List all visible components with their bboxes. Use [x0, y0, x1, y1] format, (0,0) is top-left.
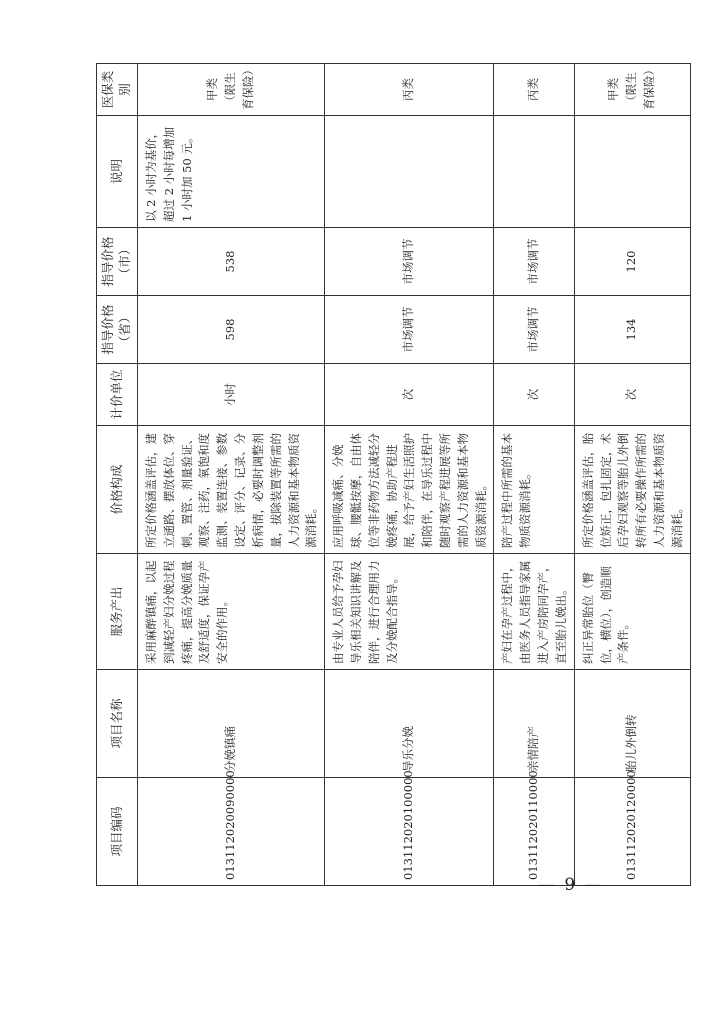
header-composition: 价格构成 [97, 426, 138, 554]
header-price-prov: 指导价格（省） [97, 296, 138, 364]
cell-name: 导乐分娩 [325, 670, 494, 778]
header-note: 说明 [97, 116, 138, 228]
rotated-table-container [96, 64, 684, 886]
cell-note: 以 2 小时为基价，超过 2 小时每增加 1 小时加 50 元。 [138, 116, 325, 228]
header-unit: 计价单位 [97, 364, 138, 426]
cell-unit: 次 [574, 364, 690, 426]
cell-code: 013112020120000 [574, 778, 690, 886]
cell-note [325, 116, 494, 228]
cell-output: 由专业人员给予孕妇导乐相关知识讲解及陪伴，进行合理用力及分娩配合指导。 [325, 554, 494, 670]
header-price-city: 指导价格（市） [97, 228, 138, 296]
header-name: 项目名称 [97, 670, 138, 778]
cell-composition: 所定价格涵盖评估，建立通路、摆放体位、穿刺、置管、剂量验证、观察、注药，氧饱和度监测、装置连接、参数设定、评分、记录、分析病情，必要时调整剂量，拔除装置等所需的人力资源和基本物质资源消耗。 [138, 426, 325, 554]
cell-output: 产妇在孕产过程中，由医务人员指导家属进入产房陪同孕产，直至胎儿娩出。 [494, 554, 574, 670]
table-row [494, 64, 574, 886]
cell-insurance: 甲类（限生育保险） [138, 64, 325, 116]
cell-composition: 陪产过程中所需的基本物质资源消耗。 [494, 426, 574, 554]
header-insurance: 医保类别 [97, 64, 138, 116]
cell-price-city: 120 [574, 228, 690, 296]
cell-code: 013112020110000 [494, 778, 574, 886]
page-number: — 9 — [538, 875, 604, 895]
cell-price-city: 市场调节 [494, 228, 574, 296]
cell-note [494, 116, 574, 228]
cell-price-prov: 市场调节 [325, 296, 494, 364]
table-row [325, 64, 494, 886]
cell-unit: 次 [494, 364, 574, 426]
cell-name: 分娩镇痛 [138, 670, 325, 778]
cell-price-prov: 市场调节 [494, 296, 574, 364]
cell-composition: 应用呼吸减痛、分娩球、腰骶按摩，自由体位等非药物方法减轻分娩疼痛，协助产程进展，给予产妇生活照护和陪伴，在导乐过程中随时观察产程进展等所需的人力资源和基本物质资源消耗。 [325, 426, 494, 554]
cell-composition: 所定价格涵盖评估，胎位矫正，包扎固定，术后孕妇观察等胎儿外倒转所有必要操作所需的人力资源和基本物质资源消耗。 [574, 426, 690, 554]
cell-price-prov: 598 [138, 296, 325, 364]
cell-note [574, 116, 690, 228]
cell-price-city: 538 [138, 228, 325, 296]
price-table [96, 63, 691, 886]
cell-insurance: 丙类 [325, 64, 494, 116]
cell-output: 纠正异常胎位（臀位，横位），创造顺产条件。 [574, 554, 690, 670]
cell-unit: 次 [325, 364, 494, 426]
table-row [138, 64, 325, 886]
cell-price-city: 市场调节 [325, 228, 494, 296]
table-row [574, 64, 690, 886]
cell-output: 采用麻醉镇痛，以起到减轻产妇分娩过程疼痛，提高分娩质量及舒适度，保证孕产安全的作用。 [138, 554, 325, 670]
header-code: 项目编码 [97, 778, 138, 886]
cell-price-prov: 134 [574, 296, 690, 364]
cell-insurance: 甲类（限生育保险） [574, 64, 690, 116]
table-header-row [97, 64, 138, 886]
cell-unit: 小时 [138, 364, 325, 426]
cell-name: 亲情陪产 [494, 670, 574, 778]
cell-insurance: 丙类 [494, 64, 574, 116]
cell-code: 013112020090000 [138, 778, 325, 886]
cell-name: 胎儿外倒转 [574, 670, 690, 778]
header-output: 服务产出 [97, 554, 138, 670]
cell-code: 013112020100000 [325, 778, 494, 886]
